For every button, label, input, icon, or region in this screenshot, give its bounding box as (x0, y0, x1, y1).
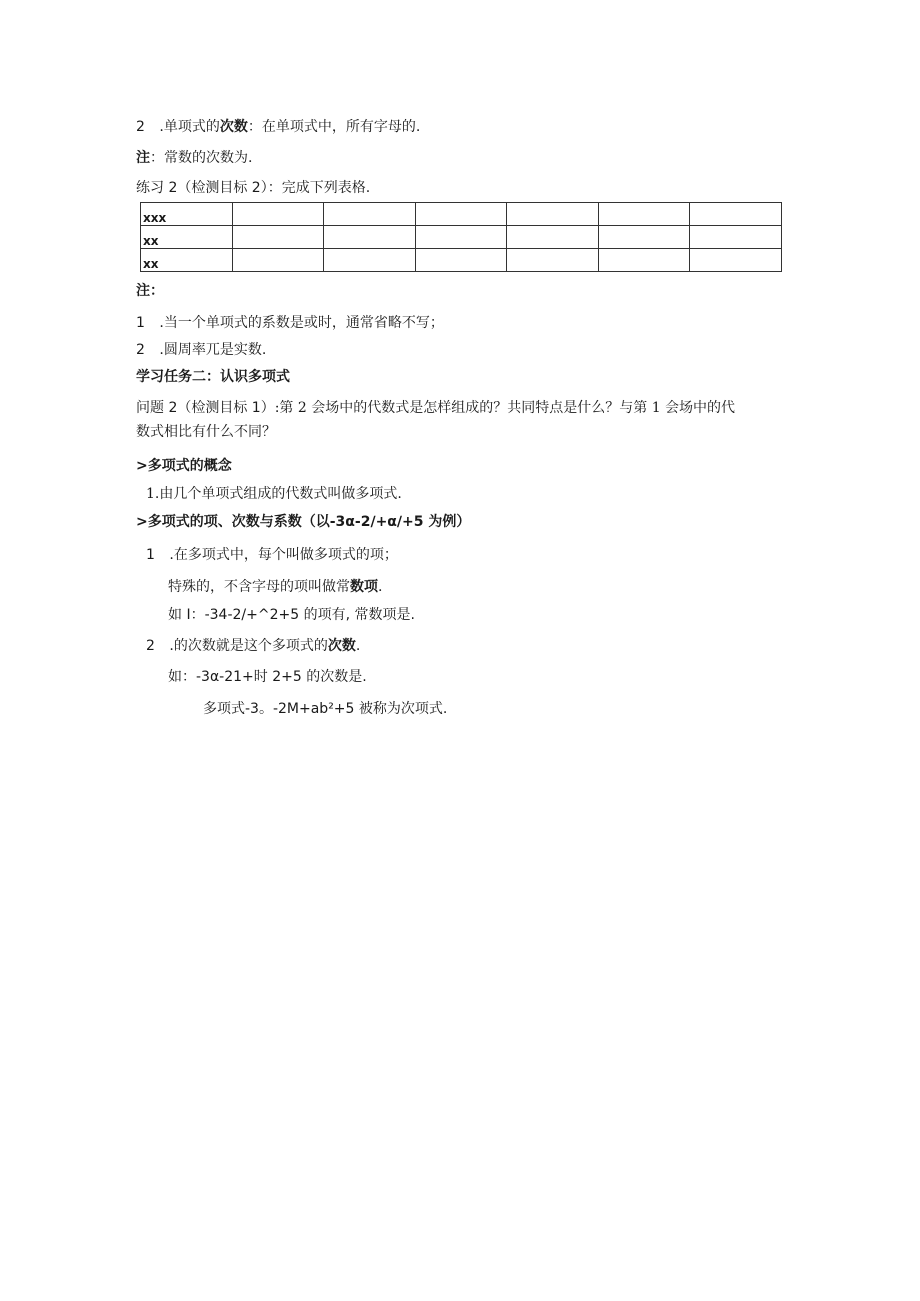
note-label: 注 (136, 150, 150, 166)
line-polynomial-definition (146, 485, 402, 503)
line-note-2 (136, 341, 266, 359)
text: . (355, 638, 361, 654)
text: .在多项式中，每个叫做多项式的项； (169, 547, 398, 563)
table-cell (690, 203, 782, 226)
text: 1.由几个单项式组成的代数式叫做多项式. (146, 486, 402, 502)
term-degree: 次数 (219, 119, 248, 135)
text: .单项式的 (159, 119, 220, 135)
table-cell (690, 226, 782, 249)
line-polynomial-concept (136, 457, 232, 475)
table-cell (232, 203, 324, 226)
item-number: 1 (136, 315, 145, 331)
line-constant-term (168, 578, 382, 596)
text: 多项式-3。-2M+ab²+5 被称为次项式. (203, 701, 448, 717)
line-polynomial-terms-heading (136, 513, 470, 531)
row-header: xxx (141, 203, 233, 226)
text: 特殊的，不含字母的项叫做常 (168, 579, 350, 595)
table-cell (232, 226, 324, 249)
text: .圆周率兀是实数. (159, 342, 267, 358)
table-row (141, 203, 782, 226)
table-row (141, 226, 782, 249)
table-cell (690, 249, 782, 272)
line-exercise-2 (136, 179, 370, 197)
table-cell (598, 226, 690, 249)
item-number: 2 (146, 638, 155, 654)
text: ：常数的次数为. (150, 150, 253, 166)
line-note (136, 282, 164, 300)
exercise-heading: 练习 2（检测目标 2）：完成下列表格. (136, 180, 371, 196)
monomial-table (140, 202, 782, 272)
text: 数式相比有什么不同？ (136, 424, 276, 440)
table-row (141, 249, 782, 272)
line-question-2-cont (136, 423, 276, 441)
text: ：在单项式中，所有字母的. (247, 119, 421, 135)
text: .当一个单项式的系数是或时，通常省略不写； (159, 315, 444, 331)
line-example-terms (168, 606, 415, 624)
line-note-constant-degree (136, 149, 252, 167)
term-degree: 次数 (327, 638, 356, 654)
line-task-two-heading (136, 368, 290, 386)
row-header: xx (141, 249, 233, 272)
text: 如：-3α-21+时 2+5 的次数是. (168, 669, 367, 685)
line-item-2 (146, 637, 360, 655)
table-cell (598, 203, 690, 226)
table-cell (232, 249, 324, 272)
subsection-heading: >多项式的项、次数与系数（以-3α-2∕+α∕+5 为例） (136, 514, 471, 530)
item-number: 2 (136, 119, 145, 135)
note-label: 注： (136, 283, 164, 299)
item-number: 1 (146, 547, 155, 563)
item-number: 2 (136, 342, 145, 358)
table-cell (324, 226, 416, 249)
line-monomial-degree (136, 118, 420, 136)
line-example-polynomial-type (203, 700, 447, 718)
table-cell (598, 249, 690, 272)
line-note-1 (136, 314, 444, 332)
table-cell (324, 249, 416, 272)
table-cell (324, 203, 416, 226)
table-cell (415, 226, 507, 249)
text: .的次数就是这个多项式的 (169, 638, 328, 654)
subsection-heading: >多项式的概念 (136, 458, 232, 474)
line-example-degree (168, 668, 367, 686)
table-cell (507, 249, 599, 272)
text: . (378, 579, 383, 595)
term-constant: 数项 (350, 579, 378, 595)
section-heading: 学习任务二：认识多项式 (136, 369, 290, 385)
row-header: xx (141, 226, 233, 249)
table-cell (507, 226, 599, 249)
line-item-1 (146, 546, 398, 564)
question-label: 问题 2（检测目标 1） (136, 400, 275, 416)
text: :第 2 会场中的代数式是怎样组成的？共同特点是什么？与第 1 会场中的代 (274, 400, 736, 416)
line-question-2 (136, 399, 735, 417)
text: 如 I：-34-2/+^2+5 的项有, 常数项是. (168, 607, 415, 623)
table-cell (415, 203, 507, 226)
table-cell (415, 249, 507, 272)
table-cell (507, 203, 599, 226)
